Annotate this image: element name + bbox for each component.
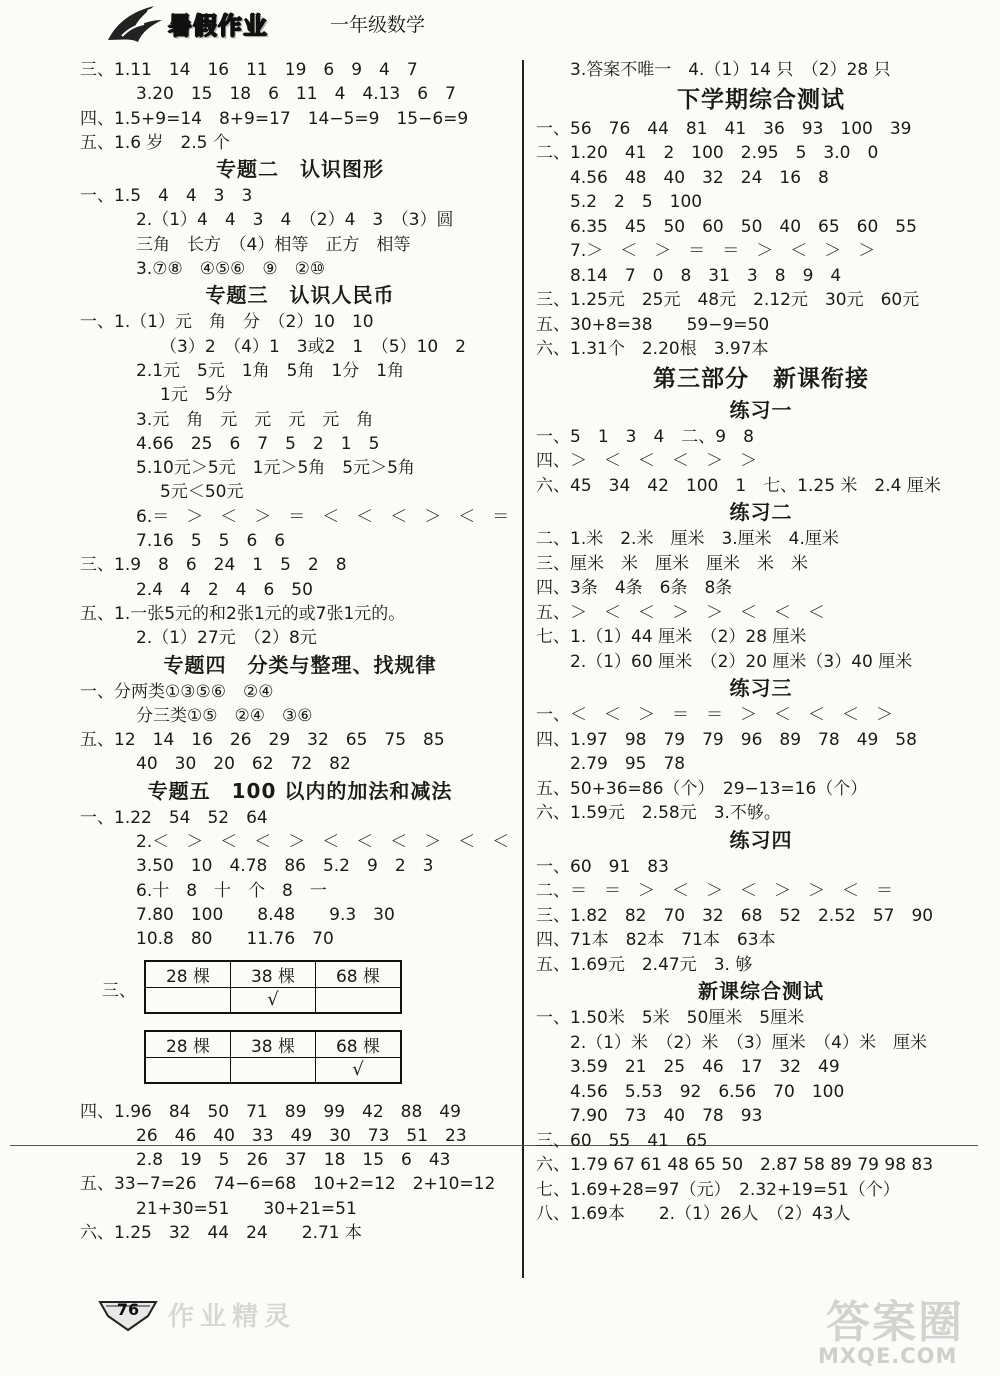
answer-line: 三、60 55 41 65 xyxy=(536,1130,708,1151)
answer-line: 2.4 4 2 4 6 50 xyxy=(136,579,313,600)
section-title: 专题四 分类与整理、找规律 xyxy=(163,652,437,677)
answer-line: 3.元 角 元 元 元 元 角 xyxy=(136,409,374,430)
answer-line: 三、1.11 14 16 11 19 6 9 4 7 xyxy=(80,60,418,80)
answer-line: 21+30=51 30+21=51 xyxy=(136,1198,357,1219)
answer-line: （3）2 （4）1 3或2 1 （5）10 2 xyxy=(160,336,466,357)
table-cell xyxy=(145,1057,231,1083)
watermark-logo: 答案圈 xyxy=(826,1297,964,1348)
tree-table-block xyxy=(80,952,520,1024)
column-divider xyxy=(522,60,524,1278)
answer-line: 二、1.20 41 2 100 2.95 5 3.0 0 xyxy=(536,143,879,163)
answer-line: 五、30+8=38 59−9=50 xyxy=(536,314,770,335)
answer-line: 40 30 20 62 72 82 xyxy=(136,754,351,775)
answer-line: 六、1.25 32 44 24 2.71 本 xyxy=(80,1222,363,1243)
section-title: 练习四 xyxy=(729,827,793,852)
section-title: 练习一 xyxy=(729,397,793,422)
tree-table-block xyxy=(80,1024,520,1100)
table-header: 28 棵 xyxy=(145,1031,231,1058)
answer-line: 一、5 1 3 4 二、9 8 xyxy=(536,426,754,447)
table-cell xyxy=(231,1057,316,1083)
page-header xyxy=(0,0,1000,52)
answer-line: 七、1.69+28=97（元） 2.32+19=51（个） xyxy=(536,1179,900,1200)
answer-line: 五、1.6 岁 2.5 个 xyxy=(80,132,230,153)
answer-line: 3.⑦⑧ ④⑤⑥ ⑨ ②⑩ xyxy=(136,259,326,280)
answer-line: 3.20 15 18 6 11 4 4.13 6 7 xyxy=(136,84,456,105)
answer-line: 六、1.59元 2.58元 3.不够。 xyxy=(536,803,781,823)
table-header: 28 棵 xyxy=(145,961,231,988)
answer-line: 3.50 10 4.78 86 5.2 9 2 3 xyxy=(136,856,434,877)
answer-line: 五、1.69元 2.47元 3. 够 xyxy=(536,954,753,975)
answer-line: 三、1.9 8 6 24 1 5 2 8 xyxy=(80,555,347,576)
answer-line: 分三类①⑤ ②④ ③⑥ xyxy=(136,705,313,726)
answer-line: 三、1.82 82 70 32 68 52 2.52 57 90 xyxy=(536,905,934,926)
answer-line: 1元 5分 xyxy=(160,385,233,406)
answer-line: 6.十 8 十 个 8 一 xyxy=(136,880,327,901)
answer-line: 一、1.5 4 4 3 3 xyxy=(80,186,253,207)
answer-line: 五、33−7=26 74−6=68 10+2=12 2+10=12 xyxy=(80,1174,496,1195)
section-title: 专题三 认识人民币 xyxy=(205,283,395,308)
answer-line: 5.10元＞5元 1元＞5角 5元＞5角 xyxy=(136,458,415,479)
section-title: 下学期综合测试 xyxy=(677,86,845,113)
answer-line: 6.＝ ＞ ＜ ＞ ＝ ＜ ＜ ＜ ＞ ＜ ＝ xyxy=(136,506,510,527)
answer-line: 一、＜ ＜ ＞ ＝ ＝ ＞ ＜ ＜ ＜ ＞ xyxy=(536,705,893,725)
answer-line: 2.1元 5元 1角 5角 1分 1角 xyxy=(136,360,405,381)
table-cell xyxy=(145,987,231,1013)
tree-table-1 xyxy=(144,960,402,1014)
table-header: 38 棵 xyxy=(231,961,316,988)
answer-line: 三、厘米 米 厘米 厘米 米 米 xyxy=(536,553,808,574)
answer-line: 一、1.50米 5米 50厘米 5厘米 xyxy=(536,1008,805,1028)
left-column xyxy=(80,58,520,1245)
answer-line: 五、12 14 16 26 29 32 65 75 85 xyxy=(80,730,445,751)
answer-line: 2.8 19 5 26 37 18 15 6 43 xyxy=(136,1150,451,1171)
book-subject: 一年级数学 xyxy=(330,14,426,36)
answer-line: 五、1.一张5元的和2张1元的或7张1元的。 xyxy=(80,603,406,624)
answer-line: 5元＜50元 xyxy=(160,482,244,503)
watermark-url: MXQE.COM xyxy=(818,1344,958,1368)
section-title: 第三部分 新课衔接 xyxy=(653,365,869,392)
table-header: 68 棵 xyxy=(316,961,402,988)
table-cell xyxy=(316,987,402,1013)
section-title: 练习二 xyxy=(729,500,793,524)
answer-line: 四、1.5+9=14 8+9=17 14−5=9 15−6=9 xyxy=(80,108,469,129)
check-mark: √ xyxy=(316,1057,402,1083)
answer-line: 7.80 100 8.48 9.3 30 xyxy=(136,904,395,925)
answer-line: 二、1.米 2.米 厘米 3.厘米 4.厘米 xyxy=(536,529,839,549)
table-label: 三、 xyxy=(102,980,136,1001)
book-brand: 暑假作业 xyxy=(168,12,268,40)
section-title: 练习三 xyxy=(729,676,793,700)
answer-line: 7.＞ ＜ ＞ ＝ ＝ ＞ ＜ ＞ ＞ xyxy=(570,241,876,261)
eagle-logo-icon xyxy=(104,2,166,48)
answer-line: 一、1.22 54 52 64 xyxy=(80,807,268,828)
footer-brand: 作业精灵 xyxy=(168,1302,297,1332)
page-number: 76 xyxy=(116,1300,140,1319)
answer-line: 4.56 48 40 32 24 16 8 xyxy=(570,167,829,188)
answer-line: 二、＝ ＝ ＞ ＜ ＞ ＜ ＞ ＞ ＜ ＝ xyxy=(536,881,893,901)
answer-line: 一、1.（1）元 角 分 （2）10 10 xyxy=(80,312,374,333)
answer-line: 六、1.79 67 61 48 65 50 2.87 58 89 79 98 83 xyxy=(536,1155,934,1175)
answer-line: 四、71本 82本 71本 63本 xyxy=(536,930,776,950)
answer-line: 一、60 91 83 xyxy=(536,856,669,877)
answer-line: 7.16 5 5 6 6 xyxy=(136,531,286,552)
tree-table-2 xyxy=(144,1030,402,1084)
answer-line: 三、1.25元 25元 48元 2.12元 30元 60元 xyxy=(536,290,920,310)
answer-line: 3.59 21 25 46 17 32 49 xyxy=(570,1057,840,1077)
answer-line: 七、1.（1）44 厘米 （2）28 厘米 xyxy=(536,627,807,647)
answer-line: 六、1.31个 2.20根 3.97本 xyxy=(536,339,769,359)
answer-line: 四、1.96 84 50 71 89 99 42 88 49 xyxy=(80,1101,461,1122)
answer-line: 八、1.69本 2.（1）26人 （2）43人 xyxy=(536,1204,851,1224)
answer-line: 26 46 40 33 49 30 73 51 23 xyxy=(136,1125,467,1146)
right-column xyxy=(536,58,986,1227)
answer-line: 2.＜ ＞ ＜ ＜ ＞ ＜ ＜ ＜ ＞ ＜ ＜ xyxy=(136,832,510,853)
answer-line: 一、56 76 44 81 41 36 93 100 39 xyxy=(536,118,912,139)
answer-line: 六、45 34 42 100 1 七、1.25 米 2.4 厘米 xyxy=(536,475,941,496)
answer-line: 4.56 5.53 92 6.56 70 100 xyxy=(570,1081,845,1102)
answer-line: 10.8 80 11.76 70 xyxy=(136,929,334,950)
answer-line: 四、1.97 98 79 79 96 89 78 49 58 xyxy=(536,729,917,750)
section-title: 新课综合测试 xyxy=(698,979,824,1003)
table-header: 68 棵 xyxy=(316,1031,402,1058)
answer-line: 五、＞ ＜ ＜ ＞ ＞ ＜ ＜ ＜ xyxy=(536,602,825,623)
answer-line: 2.（1）60 厘米 （2）20 厘米（3）40 厘米 xyxy=(570,651,913,672)
answer-line: 8.14 7 0 8 31 3 8 9 4 xyxy=(570,265,842,286)
answer-line: 2.（1）米 （2）米 （3）厘米 （4）米 厘米 xyxy=(570,1032,927,1053)
answer-line: 7.90 73 40 78 93 xyxy=(570,1106,763,1126)
answer-line: 2.（1）4 4 3 4 （2）4 3 （3）圆 xyxy=(136,210,454,231)
check-mark: √ xyxy=(231,987,316,1013)
answer-line: 5.2 2 5 100 xyxy=(570,192,703,212)
answer-line: 6.35 45 50 60 50 40 65 60 55 xyxy=(570,216,917,237)
answer-line: 3.答案不唯一 4.（1）14 只 （2）28 只 xyxy=(570,60,891,80)
section-title: 专题二 认识图形 xyxy=(216,157,384,182)
answer-line: 三角 长方 （4）相等 正方 相等 xyxy=(136,234,411,255)
answer-line: 2.（1）27元 （2）8元 xyxy=(136,628,317,649)
answer-line: 四、3条 4条 6条 8条 xyxy=(536,578,733,598)
answer-line: 4.66 25 6 7 5 2 1 5 xyxy=(136,433,380,454)
answer-line: 四、＞ ＜ ＜ ＜ ＞ ＞ xyxy=(536,451,757,471)
answer-line: 一、分两类①③⑤⑥ ②④ xyxy=(80,681,274,702)
table-header: 38 棵 xyxy=(231,1031,316,1058)
section-title: 专题五 100 以内的加法和减法 xyxy=(147,778,453,803)
answer-line: 2.79 95 78 xyxy=(570,754,686,774)
answer-line: 五、50+36=86（个） 29−13=16（个） xyxy=(536,778,868,799)
